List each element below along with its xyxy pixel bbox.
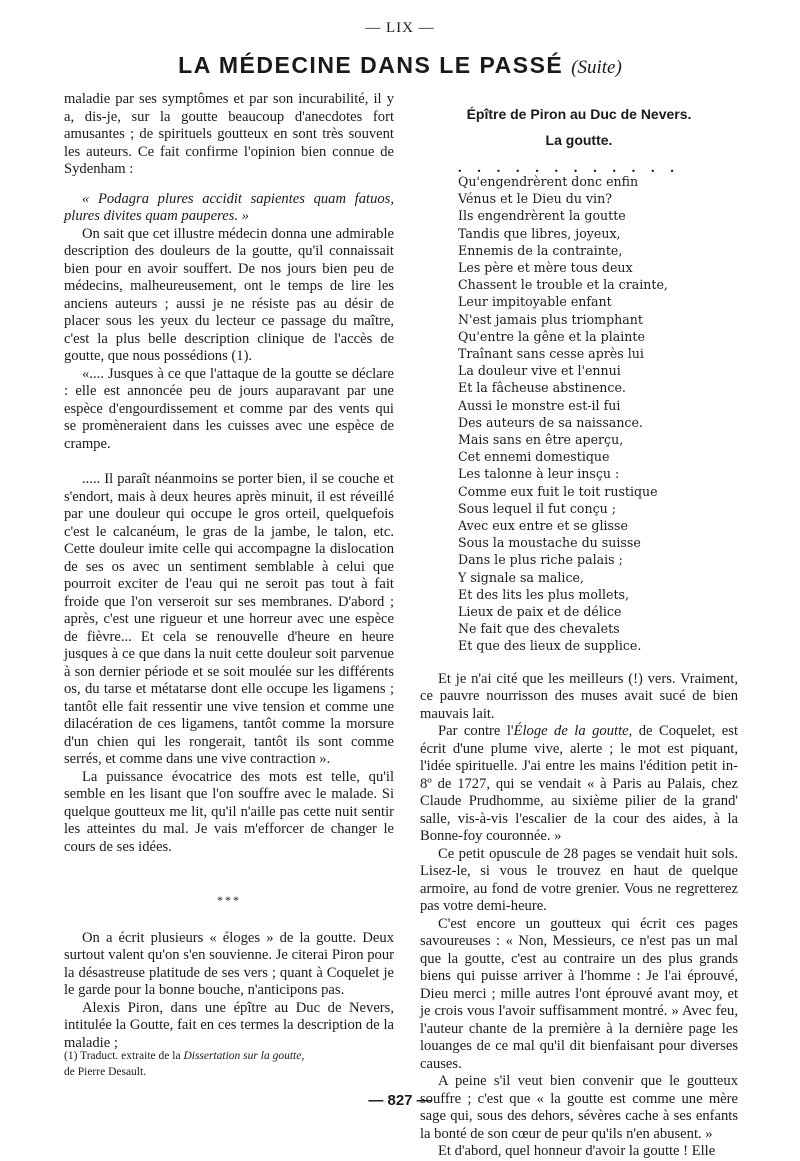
page-title <box>0 52 800 79</box>
poem-title: Épître de Piron au Duc de Nevers. <box>466 106 692 122</box>
poem-line: Cet ennemi domestique <box>458 449 610 465</box>
poem <box>420 173 738 655</box>
quote-paragraph: ..... Il paraît néanmoins se porter bien, il se couche et s'endort, mais à deux heures après minuit, il est réveillé par une douleur qui occupe le gros orteil, quelquefois c'est le calcanéum, le gras de la jambe, le talon, etc. Cette douleur imite celle qui accompagne la dislocation de ses os avec un sentiment semblable à celui que pourroit exciter de l'eau qui ne seroit pas tout à fait froide que l'on verseroit sur ses membranes. D'abord ; après, c'est une rigueur et une horreur avec une espèce de fièvre... Et cela se renouvelle d'heure en heure jusques à ce que dans la nuit cette douleur soit parvenue à son dernier période et se soit moulée sur les différents os, du tarse et métatarse dont elle occupe les ligamens ; tantôt elle fait ressentir une vive tension et comme une dilacération de ces ligamens, tantôt comme la morsure d'un chien qui les rongerait, tantôt ils sont comme serrés, et comme dans une vive contraction ». <box>64 471 394 767</box>
poem-line: Ennemis de la contrainte, <box>458 242 623 258</box>
poem-line: Sous la moustache du suisse <box>458 535 641 551</box>
paragraph: Alexis Piron, dans une épître au Duc de Nevers, intitulée la Goutte, fait en ces termes la description de la maladie ; <box>64 999 394 1051</box>
poem-line: Chassent le trouble et la crainte, <box>458 277 668 293</box>
paragraph: maladie par ses symptômes et par son incurabilité, il y a, dis-je, sur la goutte beaucoup d'anecdotes fort amusantes ; de spirituels goutteux en sont très souvent les auteurs. Ce fait confirme l'opinion bien connue de Sydenham : <box>64 91 394 177</box>
title-suite: (Suite) <box>571 57 622 78</box>
paragraph: On a écrit plusieurs « éloges » de la goutte. Deux surtout valent qu'on s'en souvienne. Je citerai Piron pour la désastreuse platitude de ses vers ; quant à Coquelet je le garde pour la bonne bouche, n'anticipons pas. <box>64 929 394 998</box>
latin-quote: « Podagra plures accidit sapientes quam fatuos, plures divites quam pauperes. » <box>64 190 394 224</box>
paragraph-text: , de Coquelet, est écrit d'une plume vive, alerte ; le mot est piquant, l'idée spirituelle. J'ai entre les mains l'édition petit in-8º de 1727, qui se vendait « à Paris au Palais, chez Claude Prudhomme, au sixième pilier de la grand' salle, vis-à-vis l'escalier de la cour des aides, à la Bonne-foy couronnée. » <box>420 723 738 845</box>
poem-line: Les talonne à leur insçu : <box>458 466 620 482</box>
footnote-title: Dissertation sur la goutte, <box>183 1050 305 1062</box>
poem-line: Dans le plus riche palais ; <box>458 552 623 568</box>
poem-line: Les père et mère tous deux <box>458 260 633 276</box>
poem-line: Traînant sans cesse après lui <box>458 346 644 362</box>
poem-line: Avec eux entre et se glisse <box>458 518 628 534</box>
poem-line: Et que des lieux de supplice. <box>458 638 642 654</box>
poem-line: N'est jamais plus triomphant <box>458 311 643 327</box>
paragraph: On sait que cet illustre médecin donna une admirable description des douleurs de la goutte, qu'il connaissait bien pour en avoir souffert. De nos jours bien peu de médecins, malheureusement, ont le temps de lire les anciens auteurs ; aussi je ne résiste pas au désir de placer sous les yeux du lecteur ce passage du maître, c'est la plus belle description clinique de l'accès de goutte, que nous possédions (1). <box>64 225 394 364</box>
poem-line: Sous lequel il fut conçu ; <box>458 500 616 516</box>
paragraph: Et je n'ai cité que les meilleurs (!) vers. Vraiment, ce pauvre nourrisson des muses avait sucé de bien mauvais lait. <box>420 670 738 722</box>
title-main: LA MÉDECINE DANS LE PASSÉ <box>178 52 564 78</box>
footnote-text: (1) Traduct. extraite de la <box>64 1050 184 1062</box>
left-column <box>64 91 394 1052</box>
poem-line: Vénus et le Dieu du vin? <box>458 191 612 207</box>
poem-line: Ne fait que des chevalets <box>458 621 620 637</box>
page-number: — 827 — <box>368 1092 432 1109</box>
poem-line: Des auteurs de sa naissance. <box>458 414 643 430</box>
section-separator: *** <box>217 893 241 907</box>
paragraph: La puissance évocatrice des mots est telle, qu'il semble en les lisant que l'on souffre avec le malade. Si quelque goutteux me lit, qu'il n'aille pas cette nuit sentir les atteintes du mal. Je vais m'efforcer de changer le cours de ses idées. <box>64 768 394 855</box>
page-roman-numeral: — LIX — <box>365 20 435 36</box>
paragraph-text: Par contre l' <box>438 723 514 740</box>
poem-line: Et des lits les plus mollets, <box>458 586 629 602</box>
poem-line: Qu'entre la gêne et la plainte <box>458 328 645 344</box>
poem-line: Lieux de paix et de délice <box>458 604 622 620</box>
poem-line: Comme eux fuit le toit rustique <box>458 483 658 499</box>
right-column <box>420 106 738 1161</box>
poem-line: Y signale sa malice, <box>458 569 584 585</box>
footnote <box>64 1048 394 1080</box>
book-title: Éloge de la goutte <box>513 723 629 740</box>
poem-subtitle: La goutte. <box>545 131 613 148</box>
quote-paragraph: «.... Jusques à ce que l'attaque de la goutte se déclare : elle est annoncée peu de jours auparavant par une espèce d'engourdissement et comme par des vents qui se promèneraient dans les cuisses avec une espèce de crampe. <box>64 365 394 452</box>
paragraph: A peine s'il veut bien convenir que le goutteux souffre ; c'est que « la goutte est comme une mère sage qui, sous des dehors, sévères cache à ses enfants la bonté de son cœur de peur qu'ils n'en abusent. » <box>420 1073 738 1142</box>
paragraph <box>420 723 738 846</box>
paragraph: C'est encore un goutteux qui écrit ces pages savoureuses : « Non, Messieurs, ce n'est pas un mal que la goutte, c'est au contraire un des plus grands biens qui puisse arriver à l'homme : Je l'ai éprouvé, Dieu merci ; mille autres l'ont éprouvé avant moy, et je crois vous l'avoir suffisamment montré. » Avec feu, l'auteur chante de la première à la dernière page les louanges de ce mal qu'il dit bienfaisant pour diverses causes. <box>420 915 738 1072</box>
poem-line: Qu'engendrèrent donc enfin <box>458 174 639 189</box>
poem-line: Et la fâcheuse abstinence. <box>458 380 626 396</box>
poem-line: Aussi le monstre est-il fui <box>458 397 621 413</box>
paragraph: Ce petit opuscule de 28 pages se vendait huit sols. Lisez-le, si vous le trouvez en haut de quelque armoire, au fond de votre grenier. Vous ne regretterez pas votre demi-heure. <box>420 845 738 915</box>
ellipsis-dots: . . . . . . . . . . . . <box>458 160 680 176</box>
poem-line: Mais sans en être aperçu, <box>458 432 624 448</box>
paragraph: Et d'abord, quel honneur d'avoir la goutte ! Elle <box>438 1143 716 1160</box>
poem-line: La douleur vive et l'ennui <box>458 363 621 379</box>
poem-line: Tandis que libres, joyeux, <box>458 225 621 241</box>
poem-line: Ils engendrèrent la goutte <box>458 208 626 224</box>
footnote-author: de Pierre Desault. <box>64 1066 147 1078</box>
poem-line: Leur impitoyable enfant <box>458 294 612 310</box>
